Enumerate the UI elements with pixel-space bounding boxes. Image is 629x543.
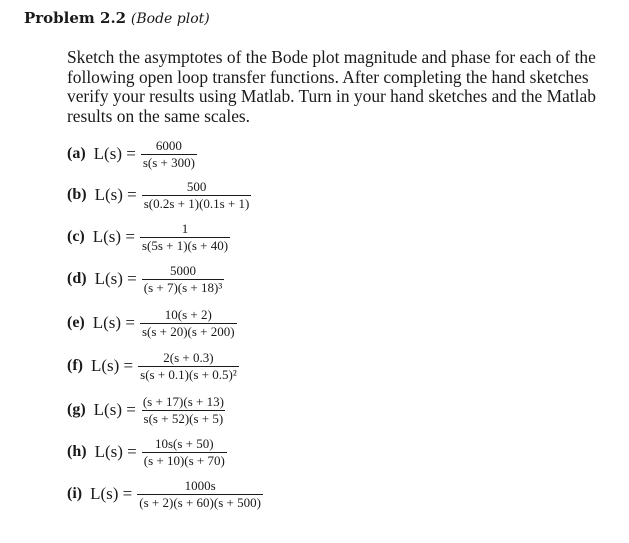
denominator: (s + 7)(s + 18)³: [143, 279, 223, 295]
problem-subtitle: (Bode plot): [130, 11, 210, 27]
fraction: [141, 395, 226, 426]
numerator: 1: [181, 220, 189, 236]
denominator: s(s + 0.1)(s + 0.5)²: [140, 366, 237, 382]
fraction: [141, 139, 197, 170]
lhs-expression: L(s) =: [90, 484, 133, 503]
denominator: s(0.2s + 1)(0.1s + 1): [143, 195, 250, 211]
denominator: (s + 2)(s + 60)(s + 500): [139, 494, 261, 510]
transfer-function-i: [67, 477, 263, 511]
item-label: (e): [67, 314, 85, 331]
lhs-expression: L(s) =: [94, 442, 137, 461]
lhs-expression: L(s) =: [92, 227, 135, 246]
item-label: (g): [67, 401, 86, 418]
fraction: [137, 479, 263, 510]
numerator: (s + 17)(s + 13): [142, 393, 224, 409]
transfer-function-c: [67, 220, 230, 254]
numerator: 6000: [155, 137, 182, 153]
fraction: [142, 180, 252, 211]
transfer-function-e: [67, 306, 237, 340]
item-label: (f): [67, 357, 83, 374]
item-label: (a): [67, 145, 86, 162]
fraction: [142, 437, 227, 468]
fraction: [140, 308, 237, 339]
denominator: s(s + 20)(s + 200): [141, 323, 235, 339]
numerator: 500: [186, 178, 207, 194]
problem-heading: [24, 9, 210, 27]
problem-instructions: Sketch the asymptotes of the Bode plot magnitude and phase for each of the following open loop transfer functions. After completing the hand sketches verify your results using Matlab. Turn in your hand sketches and the Matlab results on the same scales.: [67, 47, 596, 126]
lhs-expression: L(s) =: [93, 400, 136, 419]
transfer-function-d: [67, 262, 224, 296]
item-label: (d): [67, 270, 87, 287]
numerator: 10s(s + 50): [154, 435, 214, 451]
lhs-expression: L(s) =: [92, 313, 135, 332]
lhs-expression: L(s) =: [94, 185, 137, 204]
problem-label: Problem 2.2: [24, 9, 127, 27]
denominator: s(s + 52)(s + 5): [143, 410, 224, 426]
lhs-expression: L(s) =: [90, 356, 134, 375]
numerator: 2(s + 0.3): [163, 349, 214, 365]
transfer-function-f: [67, 349, 239, 383]
fraction: [140, 222, 230, 253]
lhs-expression: L(s) =: [93, 144, 136, 163]
numerator: 5000: [169, 262, 196, 278]
lhs-expression: L(s) =: [94, 269, 137, 288]
denominator: (s + 10)(s + 70): [143, 452, 225, 468]
denominator: s(s + 300): [142, 154, 195, 170]
numerator: 1000s: [184, 477, 216, 493]
numerator: 10(s + 2): [164, 306, 212, 322]
denominator: s(5s + 1)(s + 40): [141, 237, 229, 253]
item-label: (c): [67, 228, 85, 245]
fraction: [138, 351, 239, 382]
item-label: (h): [67, 443, 87, 460]
fraction: [142, 264, 225, 295]
transfer-function-g: [67, 393, 226, 427]
item-label: (b): [67, 186, 87, 203]
transfer-function-h: [67, 435, 227, 469]
transfer-function-a: [67, 137, 197, 171]
transfer-function-b: [67, 178, 251, 212]
item-label: (i): [67, 485, 83, 502]
